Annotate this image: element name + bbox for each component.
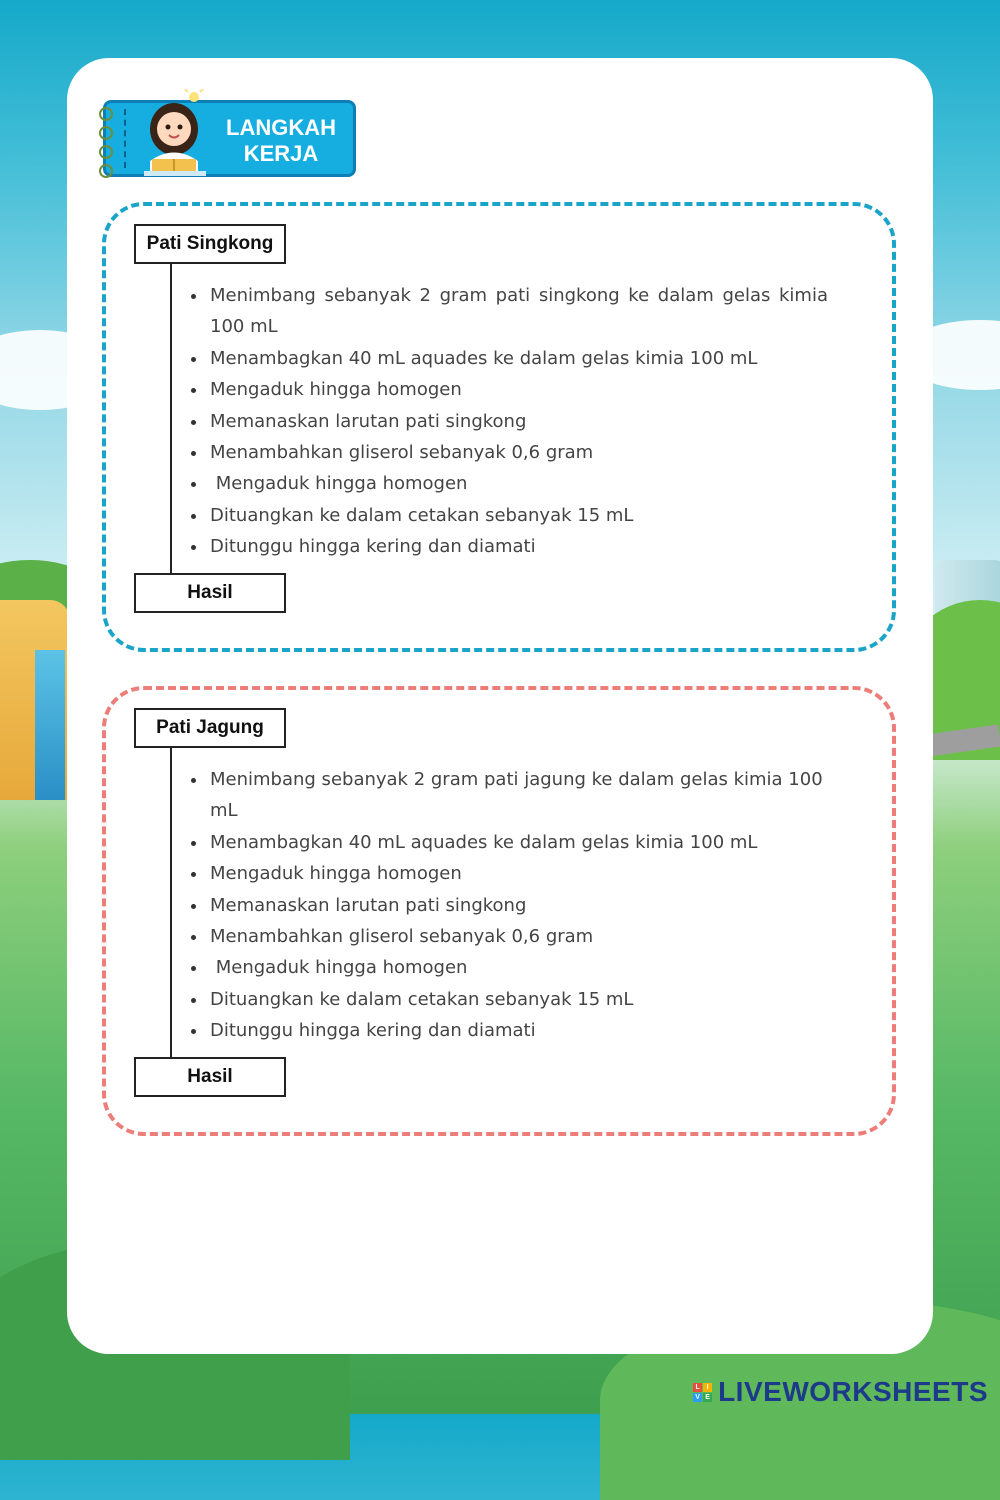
liveworksheets-watermark: [693, 1374, 988, 1410]
procedure-box-pati-jagung: [102, 686, 896, 1136]
step-item: • Ditunggu hingga kering dan diamati: [208, 1015, 828, 1046]
step-item: • Memanaskan larutan pati singkong: [208, 406, 828, 437]
step-item: • Mengaduk hingga homogen: [208, 468, 828, 499]
step-item: • Menambagkan 40 mL aquades ke dalam gelas kimia 100 mL: [208, 827, 828, 858]
logo-letter: I: [703, 1383, 712, 1392]
logo-letter: V: [693, 1393, 702, 1402]
step-list: [188, 764, 828, 1047]
page-title-line-2: KERJA: [243, 141, 319, 166]
brand-name: LIVEWORKSHEETS: [718, 1376, 988, 1407]
procedure-box-pati-singkong: [102, 202, 896, 652]
result-label: Hasil: [134, 1057, 286, 1097]
step-item: • Menimbang sebanyak 2 gram pati jagung ke dalam gelas kimia 100 mL: [208, 764, 828, 827]
liveworksheets-logo-icon: [693, 1383, 712, 1402]
result-label: Hasil: [134, 573, 286, 613]
material-label: Pati Jagung: [134, 708, 286, 748]
page-title-line-1: LANGKAH: [226, 115, 336, 140]
flow-line: [170, 264, 172, 573]
step-item: • Dituangkan ke dalam cetakan sebanyak 15 mL: [208, 500, 828, 531]
step-item: • Menambagkan 40 mL aquades ke dalam gelas kimia 100 mL: [208, 343, 828, 374]
step-item: • Ditunggu hingga kering dan diamati: [208, 531, 828, 562]
step-item: • Menambahkan gliserol sebanyak 0,6 gram: [208, 437, 828, 468]
logo-letter: E: [703, 1393, 712, 1402]
step-item: • Mengaduk hingga homogen: [208, 858, 828, 889]
step-list: [188, 280, 828, 563]
student-reading-icon: [136, 89, 216, 179]
waterfall-illustration: [35, 650, 65, 800]
step-item: • Memanaskan larutan pati singkong: [208, 890, 828, 921]
page-title: [206, 115, 356, 167]
step-item: • Menimbang sebanyak 2 gram pati singkong ke dalam gelas kimia 100 mL: [208, 280, 828, 343]
notebook-rings: [99, 107, 113, 183]
step-item: • Menambahkan gliserol sebanyak 0,6 gram: [208, 921, 828, 952]
step-item: • Mengaduk hingga homogen: [208, 374, 828, 405]
section-header-badge: [103, 100, 356, 177]
logo-letter: L: [693, 1383, 702, 1392]
flow-line: [170, 748, 172, 1057]
step-item: • Mengaduk hingga homogen: [208, 952, 828, 983]
step-item: • Dituangkan ke dalam cetakan sebanyak 15 mL: [208, 984, 828, 1015]
badge-stitch-line: [124, 109, 126, 168]
material-label: Pati Singkong: [134, 224, 286, 264]
